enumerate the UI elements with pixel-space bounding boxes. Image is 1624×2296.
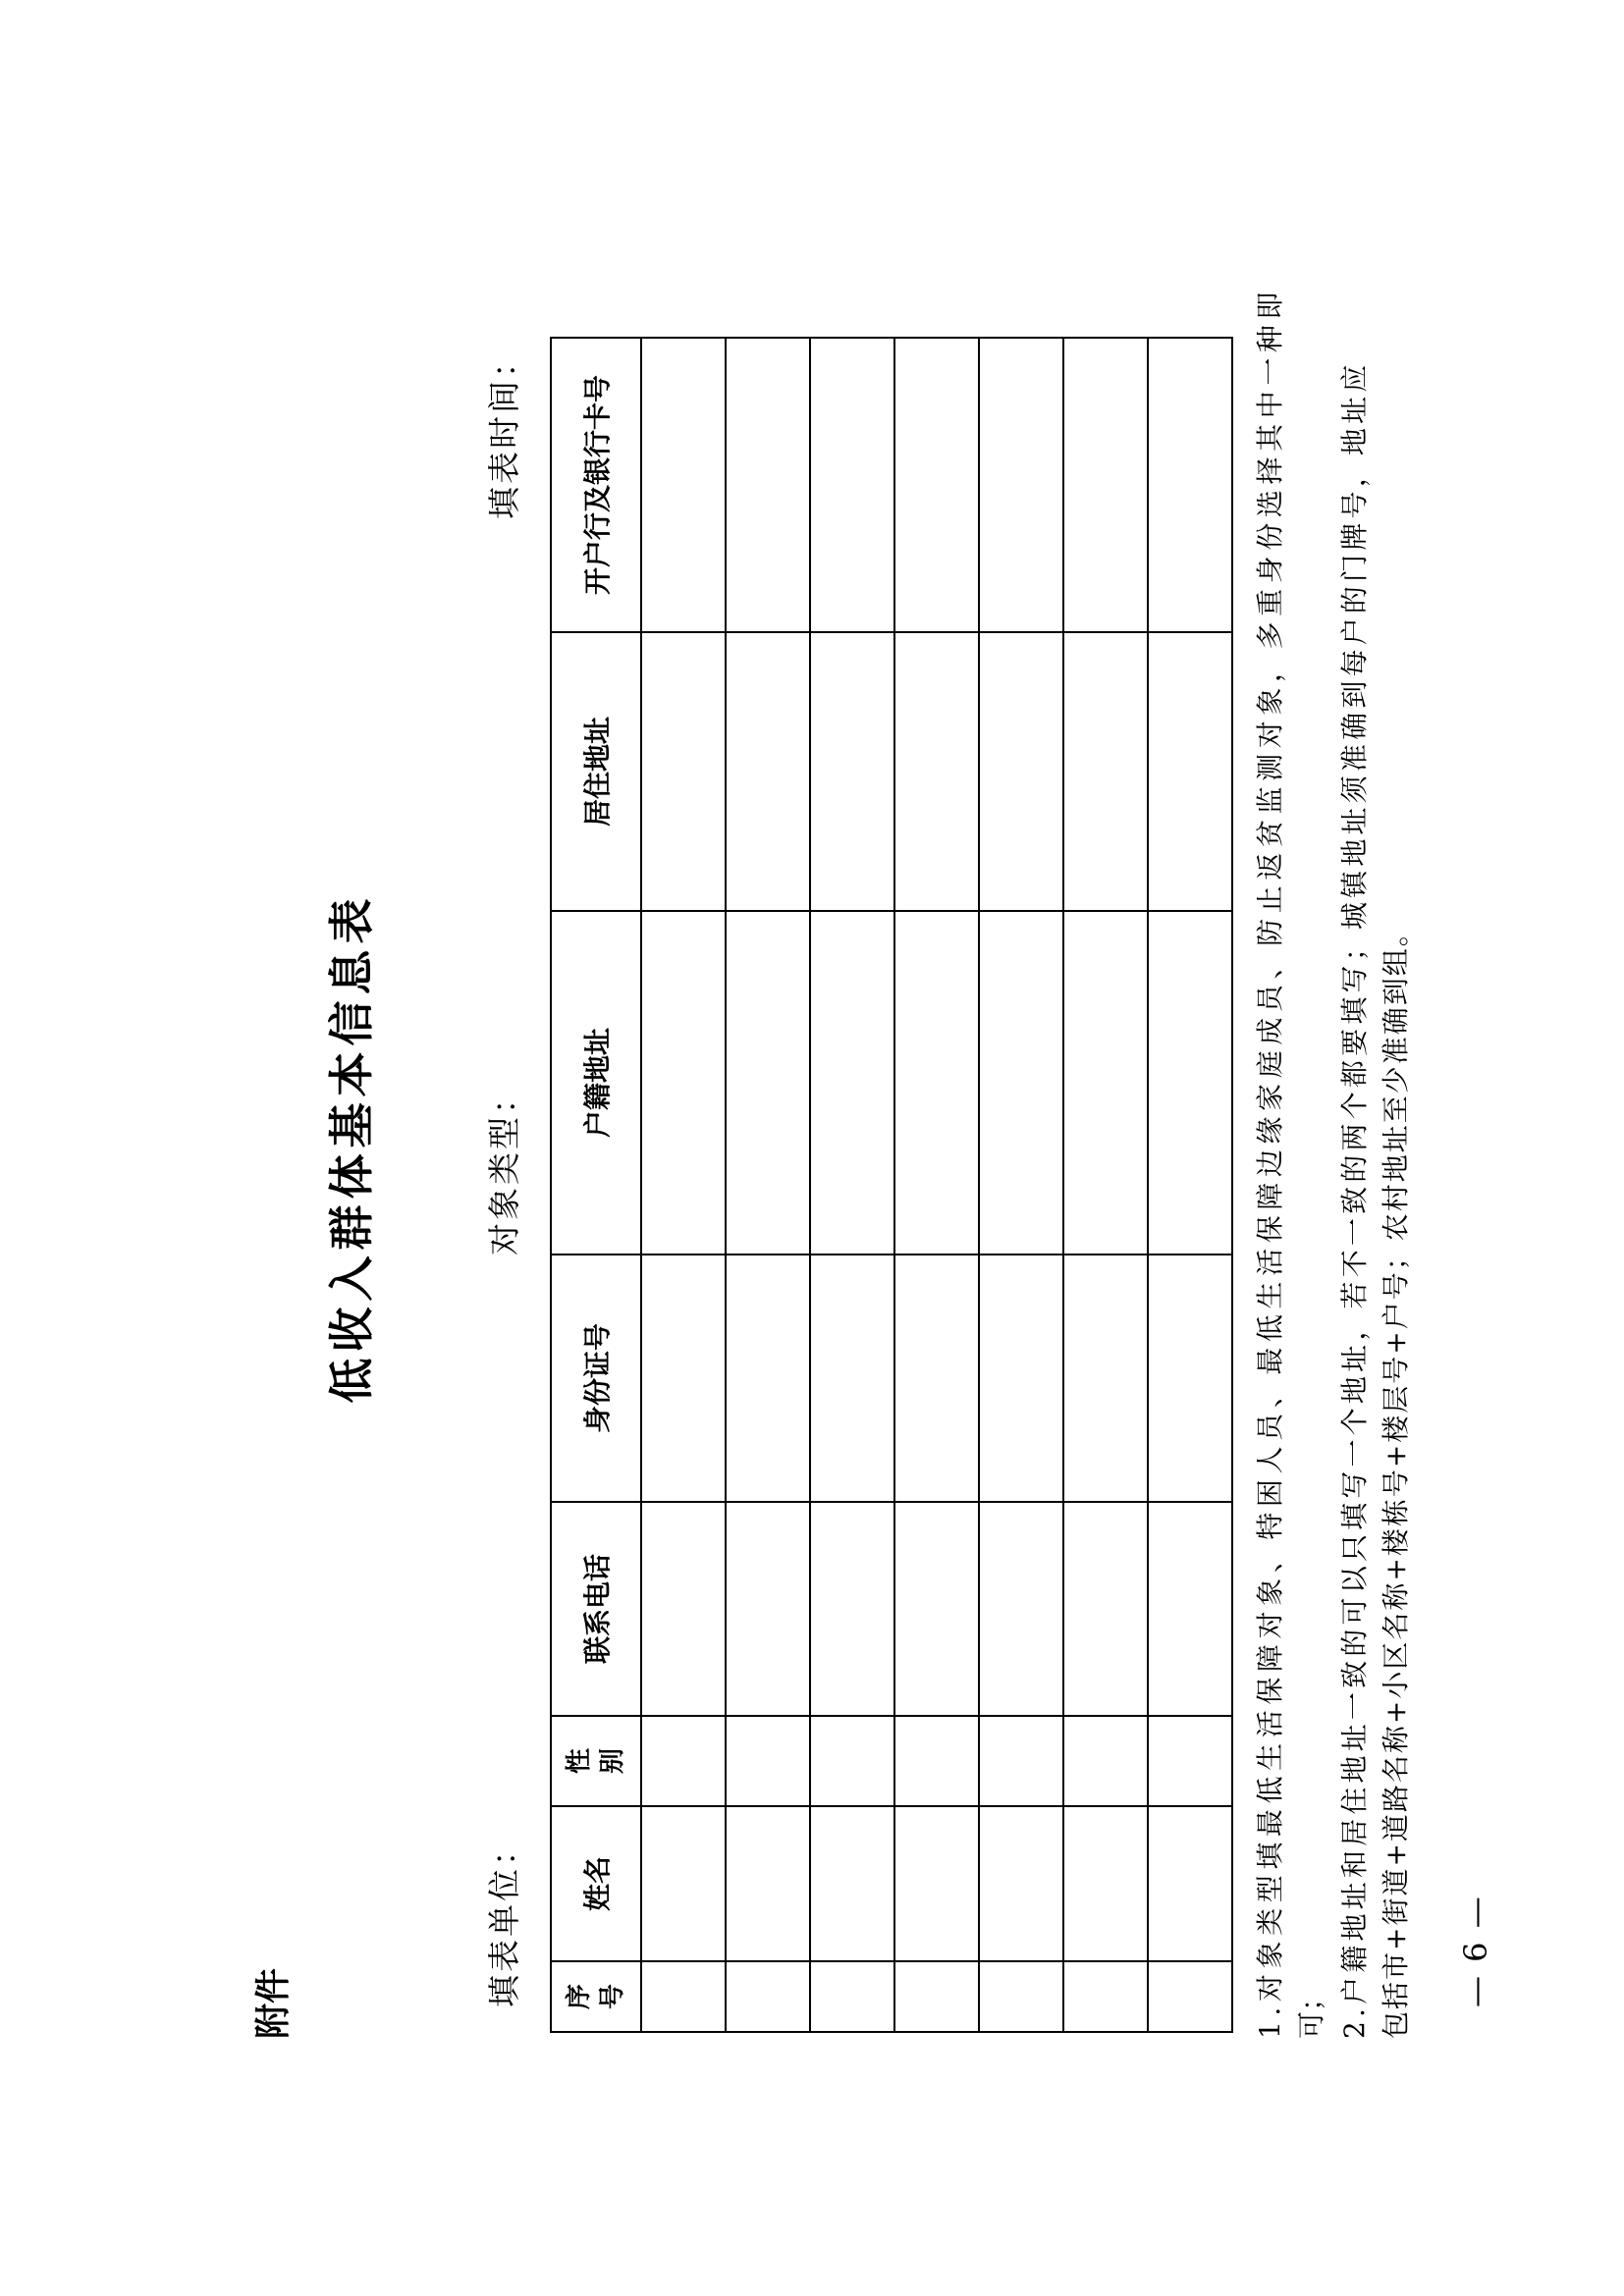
table-cell[interactable] <box>641 1961 726 2032</box>
table-cell[interactable] <box>726 911 810 1255</box>
header-household-address: 户籍地址 <box>551 911 641 1255</box>
table-cell[interactable] <box>979 911 1063 1255</box>
document-title: 低收入群体基本信息表 <box>325 892 378 1404</box>
table-cell[interactable] <box>1063 1502 1148 1716</box>
table-cell[interactable] <box>1148 1716 1232 1806</box>
header-name: 姓名 <box>551 1806 641 1961</box>
table-cell[interactable] <box>1148 338 1232 632</box>
table-body <box>641 338 1232 2032</box>
table-cell[interactable] <box>979 632 1063 911</box>
table-cell[interactable] <box>1063 1255 1148 1502</box>
table-cell[interactable] <box>979 1255 1063 1502</box>
table-cell[interactable] <box>726 1961 810 2032</box>
note-1: 1.对象类型填最低生活保障对象、特困人员、最低生活保障边缘家庭成员、防止返贫监测对象，多重身份选择其中一种即 <box>1254 286 1286 2039</box>
table-cell[interactable] <box>641 1255 726 1502</box>
table-header-row <box>551 338 641 2032</box>
table-cell[interactable] <box>810 1255 894 1502</box>
table-cell[interactable] <box>810 911 894 1255</box>
table-cell[interactable] <box>641 338 726 632</box>
table-cell[interactable] <box>726 338 810 632</box>
table-row <box>641 338 726 2032</box>
table-cell[interactable] <box>894 911 979 1255</box>
table-cell[interactable] <box>1148 632 1232 911</box>
table-cell[interactable] <box>1063 338 1148 632</box>
fill-unit-label: 填表单位： <box>485 1831 523 2007</box>
table-cell[interactable] <box>726 632 810 911</box>
table-row <box>1063 338 1148 2032</box>
table-cell[interactable] <box>1148 1806 1232 1961</box>
note-2: 2.户籍地址和居住地址一致的可以只填写一个地址，若不一致的两个都要填写；城镇地址须准确到每户的门牌号，地址应 <box>1338 360 1371 2039</box>
table-cell[interactable] <box>894 632 979 911</box>
table-cell[interactable] <box>810 632 894 911</box>
table-cell[interactable] <box>810 1961 894 2032</box>
table-cell[interactable] <box>894 1716 979 1806</box>
table-cell[interactable] <box>1148 1255 1232 1502</box>
table-cell[interactable] <box>1148 1502 1232 1716</box>
object-type-label: 对象类型： <box>485 1079 523 1255</box>
table-cell[interactable] <box>894 1961 979 2032</box>
header-phone: 联系电话 <box>551 1502 641 1716</box>
table-cell[interactable] <box>1148 911 1232 1255</box>
table-cell[interactable] <box>641 1716 726 1806</box>
note-2-continued: 包括市+街道+道路名称+小区名称+楼栋号+楼层号+户号；农村地址至少准确到组。 <box>1380 917 1412 2039</box>
table-cell[interactable] <box>1063 1716 1148 1806</box>
table-cell[interactable] <box>979 1806 1063 1961</box>
table-cell[interactable] <box>979 1716 1063 1806</box>
table-cell[interactable] <box>1063 1961 1148 2032</box>
table-cell[interactable] <box>641 632 726 911</box>
table-cell[interactable] <box>979 1961 1063 2032</box>
note-1-continued: 可； <box>1295 1983 1327 2039</box>
table-cell[interactable] <box>1063 911 1148 1255</box>
table-cell[interactable] <box>1063 1806 1148 1961</box>
header-id-number: 身份证号 <box>551 1255 641 1502</box>
table-cell[interactable] <box>894 1502 979 1716</box>
table-cell[interactable] <box>1148 1961 1232 2032</box>
table-cell[interactable] <box>641 1502 726 1716</box>
header-bank-account: 开户行及银行卡号 <box>551 338 641 632</box>
attachment-label: 附件 <box>253 1967 294 2039</box>
table-row <box>726 338 810 2032</box>
header-gender: 性 别 <box>551 1716 641 1806</box>
fill-time-label: 填表时间： <box>485 343 523 519</box>
table-cell[interactable] <box>641 911 726 1255</box>
table-row <box>1148 338 1232 2032</box>
table-row <box>810 338 894 2032</box>
table-cell[interactable] <box>726 1502 810 1716</box>
table-cell[interactable] <box>810 1716 894 1806</box>
table-cell[interactable] <box>979 1502 1063 1716</box>
table-cell[interactable] <box>979 338 1063 632</box>
table-cell[interactable] <box>894 1806 979 1961</box>
table-cell[interactable] <box>641 1806 726 1961</box>
table-cell[interactable] <box>726 1806 810 1961</box>
table-cell[interactable] <box>1063 632 1148 911</box>
table-cell[interactable] <box>810 1806 894 1961</box>
table-cell[interactable] <box>894 338 979 632</box>
table-cell[interactable] <box>726 1255 810 1502</box>
table-cell[interactable] <box>726 1716 810 1806</box>
table-cell[interactable] <box>894 1255 979 1502</box>
info-table <box>550 337 1233 2033</box>
header-residential-address: 居住地址 <box>551 632 641 911</box>
page-number: — 6 — <box>1457 1895 1494 2007</box>
table-cell[interactable] <box>810 338 894 632</box>
header-serial: 序 号 <box>551 1961 641 2032</box>
table-cell[interactable] <box>810 1502 894 1716</box>
table-row <box>979 338 1063 2032</box>
table-row <box>894 338 979 2032</box>
